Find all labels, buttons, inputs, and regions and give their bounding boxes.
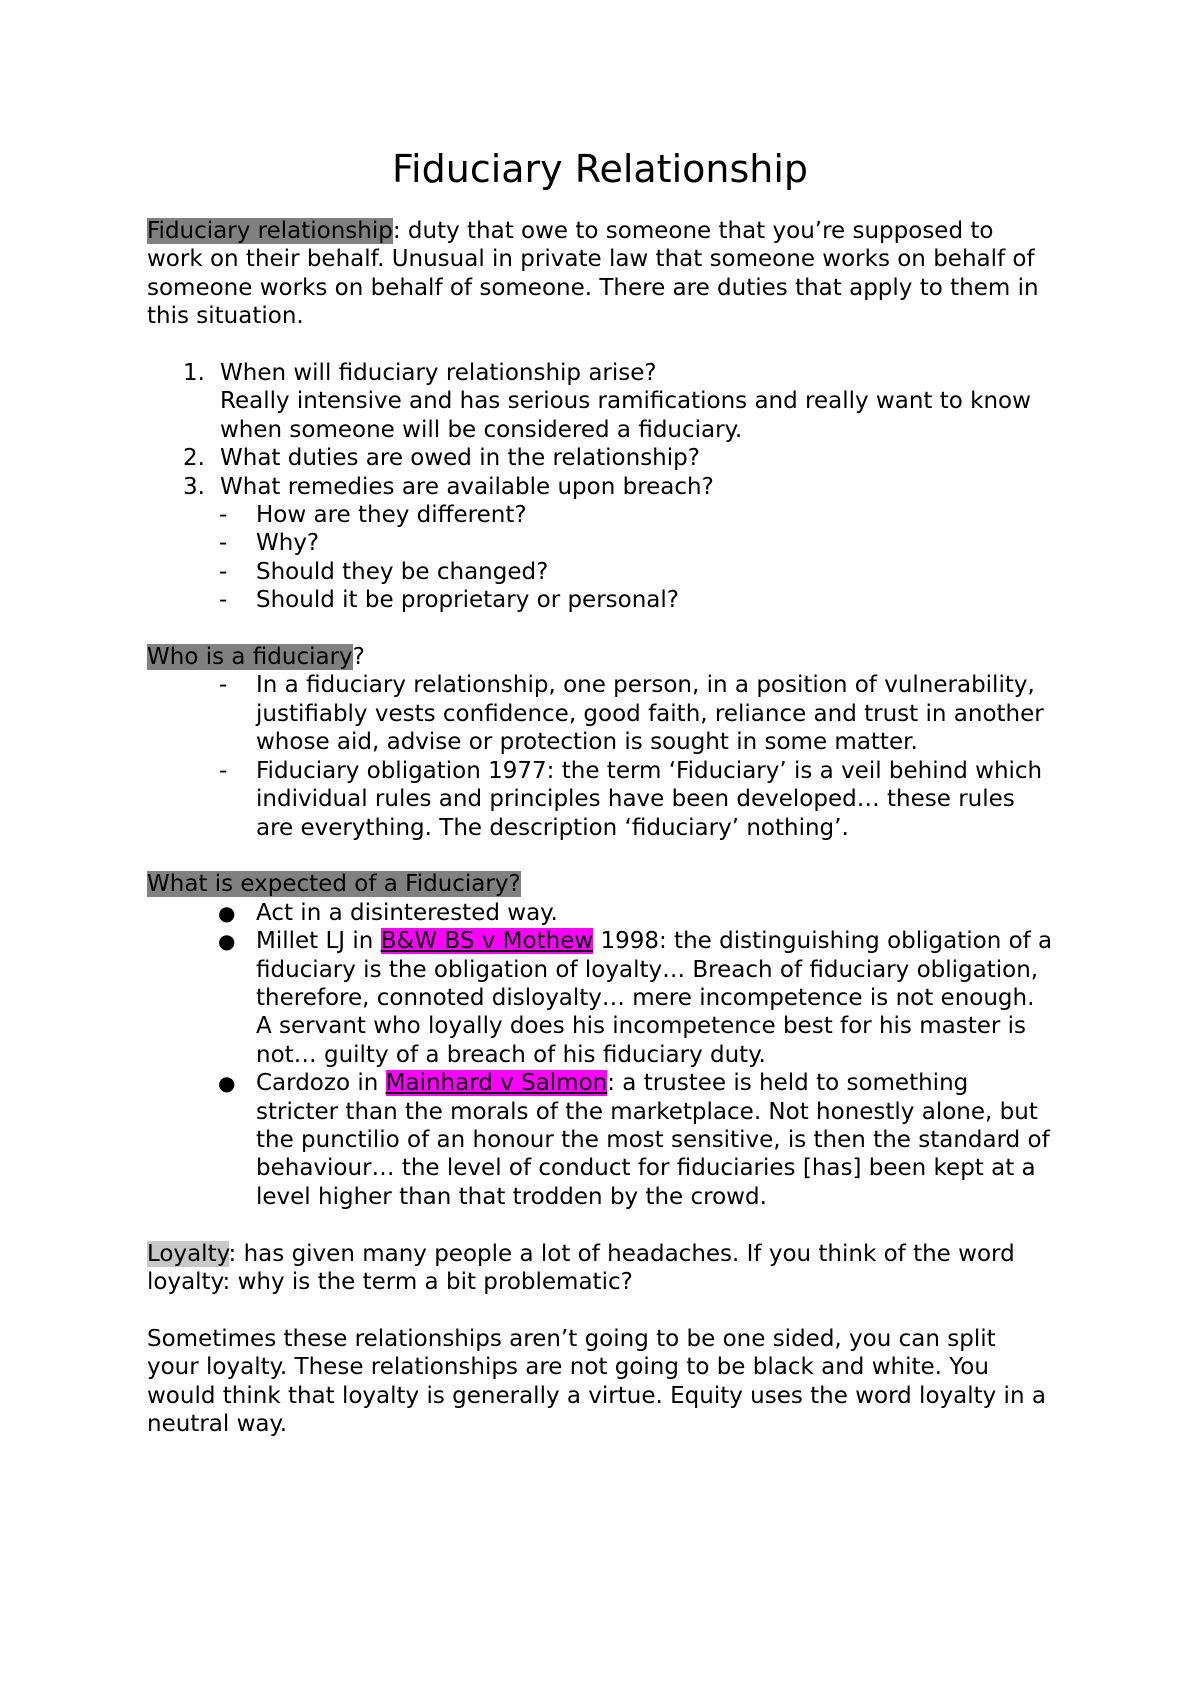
dash-bullet-icon: - (219, 587, 228, 614)
list-item-text: Should it be proprietary or personal? (256, 587, 679, 614)
expected-heading (147, 870, 1053, 898)
list-item-text: Should they be changed? (256, 558, 549, 585)
spacer (147, 331, 1053, 359)
question-text: What remedies are available upon breach? (220, 473, 714, 500)
spacer (147, 842, 1053, 870)
case-name-highlight: Mainhard v Salmon (385, 1070, 608, 1097)
loyalty-paragraph (147, 1240, 1053, 1297)
case-name-highlight: B&W BS v Mothew (380, 928, 594, 955)
list-item-text: How are they different? (256, 502, 527, 529)
who-heading-highlight: Who is a fiduciary (147, 644, 353, 671)
question-text: What duties are owed in the relationship? (220, 445, 700, 472)
list-item (147, 529, 1053, 557)
list-item-text: : a trustee is held to something stricter than the morals of the marketplace. Not honestly alone, but the punctilio of an honour the most sensitive, is then the standard of behaviour… the level of conduct for fiduciaries [has] been kept at a level higher than that trodden by the crowd. (256, 1070, 1050, 1210)
intro-paragraph (147, 217, 1053, 331)
who-points-list (147, 671, 1053, 841)
bullet-icon: ● (218, 929, 236, 954)
list-item-text: In a fiduciary relationship, one person, in a position of vulnerability, justifiably vests confidence, good faith, reliance and trust in another whose aid, advise or protection is sought in some matter. (256, 672, 1044, 756)
expected-heading-highlight: What is expected of a Fiduciary? (147, 871, 521, 898)
list-item (147, 558, 1053, 586)
question-item-3 (147, 473, 1053, 501)
list-item (147, 1069, 1053, 1211)
dash-bullet-icon: - (219, 530, 228, 557)
dash-bullet-icon: - (219, 672, 228, 699)
list-item-text: Millet LJ in (256, 928, 381, 955)
intro-text: : duty that owe to someone that you’re supposed to work on their behalf. Unusual in private law that someone works on behalf of someone works on behalf of someone. There are duties that apply to them in this situation. (147, 218, 1039, 330)
who-heading-suffix: ? (352, 644, 365, 671)
closing-paragraph: Sometimes these relationships aren’t going to be one sided, you can split your loyalty. These relationships are not going to be black and white. You would think that loyalty is generally a virtue. Equity uses the word loyalty in a neutral way. (147, 1325, 1046, 1437)
question-item-2 (147, 444, 1053, 472)
remedy-points-list (147, 501, 1053, 615)
question-extra-text: Really intensive and has serious ramifications and really want to know when someone will be considered a fiduciary. (220, 388, 1031, 443)
list-item-text: Why? (256, 530, 320, 557)
loyalty-text: : has given many people a lot of headaches. If you think of the word loyalty: why is the term a bit problematic? (147, 1240, 1015, 1295)
questions-list (147, 359, 1053, 501)
expected-points-list (147, 899, 1053, 1211)
page-title: Fiduciary Relationship (391, 147, 809, 191)
spacer (147, 615, 1053, 643)
intro-term-highlight: Fiduciary relationship (147, 218, 393, 244)
list-item (147, 927, 1053, 1069)
question-number: 1. (183, 360, 205, 387)
bullet-icon: ● (218, 1071, 236, 1096)
list-item-text: Fiduciary obligation 1977: the term ‘Fiduciary’ is a veil behind which individual rules and principles have been developed… these rules are everything. The description ‘fiduciary’ nothing’. (256, 757, 1043, 841)
who-heading (147, 643, 1053, 671)
question-number: 2. (183, 445, 205, 472)
dash-bullet-icon: - (219, 502, 228, 529)
bullet-icon: ● (218, 900, 236, 925)
question-number: 3. (183, 473, 205, 500)
question-text: When will fiduciary relationship arise? (220, 360, 657, 387)
list-item (147, 671, 1053, 756)
question-item-1 (147, 359, 1053, 444)
list-item (147, 899, 1053, 927)
list-item (147, 757, 1053, 842)
list-item (147, 501, 1053, 529)
list-item-text: Cardozo in (256, 1070, 386, 1097)
list-item (147, 586, 1053, 614)
spacer (147, 1296, 1053, 1324)
list-item-text: 1998: the distinguishing obligation of a fiduciary is the obligation of loyalty… Breach of fiduciary obligation, therefore, connoted disloyalty… mere incompetence is not enough. A servant who loyally does his incompetence best for his master is not… guilty of a breach of his fiduciary duty. (256, 928, 1053, 1068)
dash-bullet-icon: - (219, 558, 228, 585)
dash-bullet-icon: - (219, 757, 228, 784)
spacer (147, 1211, 1053, 1239)
list-item-text: Act in a disinterested way. (256, 899, 558, 926)
loyalty-term-highlight: Loyalty (147, 1240, 229, 1267)
